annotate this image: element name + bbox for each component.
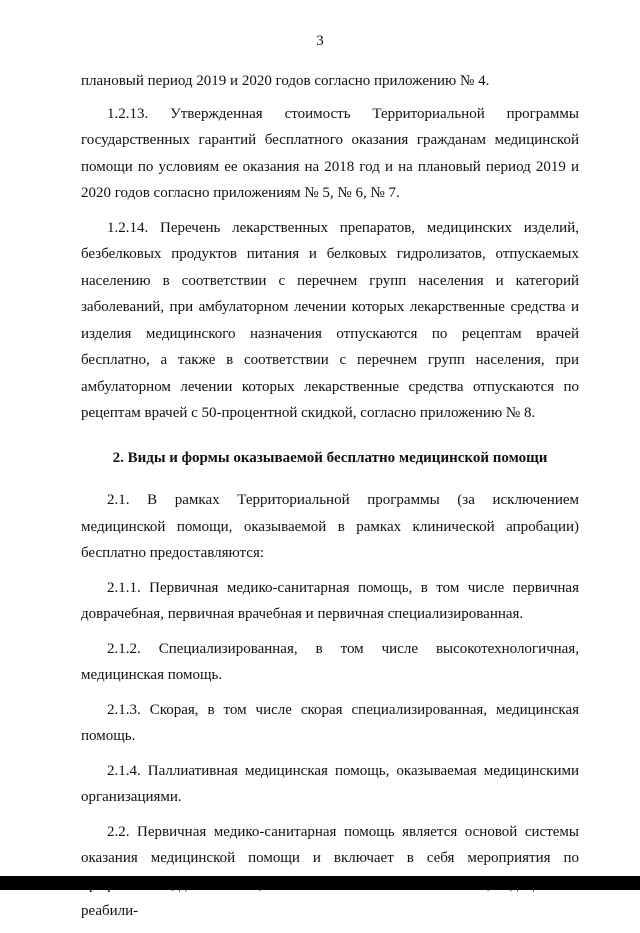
paragraph-continuation: плановый период 2019 и 2020 годов согласно приложению № 4. (81, 73, 490, 89)
paragraph-2-2: 2.2. Первичная медико-санитарная помощь является основой системы оказания медицинской помощи и включает в себя мероприятия по реабили- (81, 823, 579, 919)
paragraph-2-1-4: 2.1.4. Паллиативная медицинская помощь, оказываемая медицинскими организациями. (81, 762, 579, 805)
paragraph-1-2-14: 1.2.14. Перечень лекарственных препаратов, медицинских изделий, безбелковых продуктов питания и белковых гидролизатов, отпускаемых населению в соответствии с перечнем групп населения и категорий заболеваний, при амбулаторном лечении которых лекарственные средства и изделия медицинского назначения отпускаются по рецептам врачей бесплатно, а также в соответствии с перечнем групп населения, при амбулаторном лечении которых лекарственные средства отпускаются по рецептам врачей с 50-процентной скидкой, согласно приложению № 8. (81, 219, 579, 421)
paragraph-2-1-1: 2.1.1. Первичная медико-санитарная помощь, в том числе первичная доврачебная, первичная врачебная и первичная специализированная. (81, 579, 579, 622)
page-number: 3 (316, 33, 324, 49)
paragraph-2-1: 2.1. В рамках Территориальной программы (за исключением медицинской помощи, оказываемой в рамках клинической апробации) бесплатно предоставляются: (81, 492, 579, 561)
paragraph-1-2-13: 1.2.13. Утвержденная стоимость Территориальной программы государственных гарантий бесплатного оказания гражданам медицинской помощи по условиям ее оказания на 2018 год и на плановый период 2019 и 2020 годов согласно приложениям № 5, № 6, № 7. (81, 105, 579, 201)
paragraph-2-1-2: 2.1.2. Специализированная, в том числе высокотехнологичная, медицинская помощь. (81, 640, 579, 683)
paragraph-2-1-3: 2.1.3. Скорая, в том числе скорая специализированная, медицинская помощь. (81, 701, 579, 744)
document-body (81, 68, 579, 933)
scan-edge-bar (0, 876, 640, 890)
section-heading: 2. Виды и формы оказываемой бесплатно медицинской помощи (112, 449, 548, 466)
